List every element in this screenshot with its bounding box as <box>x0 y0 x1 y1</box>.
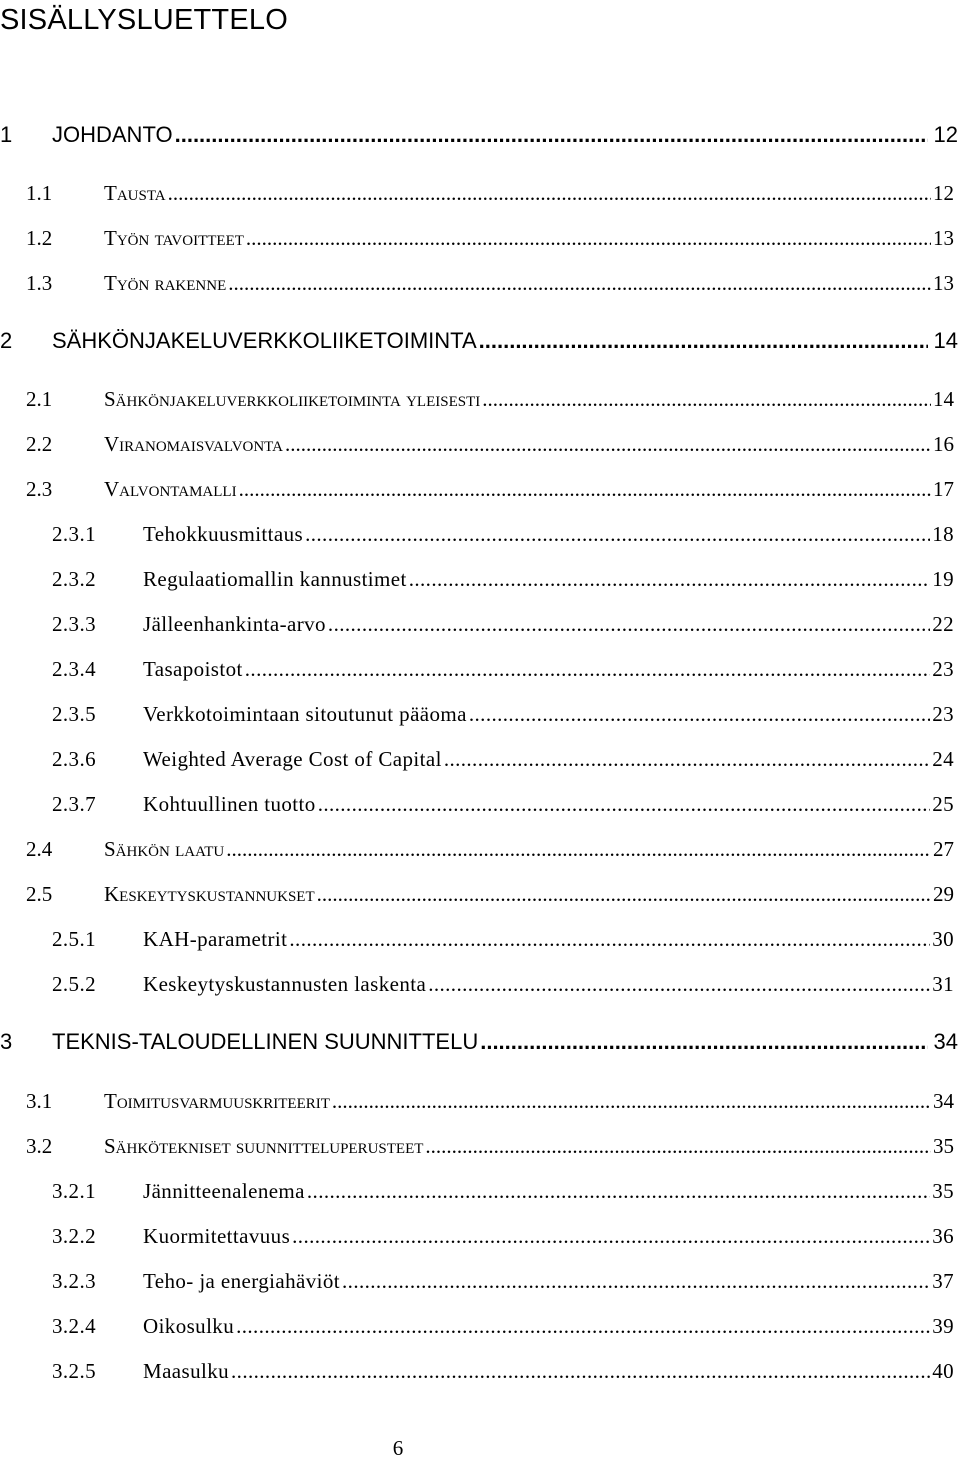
toc-entry-page: 39 <box>932 1314 954 1338</box>
toc-entry-label: Jälleenhankinta-arvo <box>143 612 326 636</box>
toc-entry-number: 2.3.2 <box>52 567 96 591</box>
toc-entry-page: 24 <box>932 747 954 771</box>
toc-dot-leader <box>482 383 931 415</box>
toc-dot-leader <box>292 1220 930 1252</box>
toc-entry[interactable] <box>26 428 954 460</box>
toc-dot-leader <box>332 1085 931 1117</box>
toc-entry[interactable] <box>52 563 954 595</box>
toc-dot-leader <box>342 1265 930 1297</box>
toc-entry[interactable] <box>52 1310 954 1342</box>
toc-entry[interactable] <box>52 788 954 820</box>
toc-entry-page: 13 <box>933 271 954 295</box>
toc-entry-number: 3.2 <box>26 1134 53 1158</box>
toc-entry-number: 2.3.3 <box>52 612 96 636</box>
page-title: SISÄLLYSLUETTELO <box>0 4 288 36</box>
page-number: 6 <box>392 1436 404 1460</box>
toc-dot-leader <box>317 878 931 910</box>
toc-entry-page: 19 <box>932 567 954 591</box>
toc-dot-leader <box>228 267 931 299</box>
toc-entry-page: 34 <box>933 1089 954 1113</box>
toc-entry-number: 3.2.2 <box>52 1224 96 1248</box>
toc-entry-label: Työn tavoitteet <box>104 226 244 250</box>
toc-dot-leader <box>480 1026 927 1058</box>
toc-entry-number: 2.3.5 <box>52 702 96 726</box>
toc-entry-page: 40 <box>932 1359 954 1383</box>
toc-entry[interactable] <box>26 473 954 505</box>
toc-entry-label: Jännitteenalenema <box>143 1179 305 1203</box>
toc-entry[interactable] <box>52 743 954 775</box>
toc-entry-page: 23 <box>932 657 954 681</box>
toc-entry-number: 1.1 <box>26 181 53 205</box>
toc-entry-page: 23 <box>932 702 954 726</box>
toc-entry-page: 29 <box>933 882 954 906</box>
toc-dot-leader <box>231 1355 930 1387</box>
toc-entry[interactable] <box>52 1220 954 1252</box>
toc-entry-label: Tasapoistot <box>143 657 243 681</box>
toc-entry-label: Regulaatiomallin kannustimet <box>143 567 407 591</box>
toc-entry[interactable] <box>26 267 954 299</box>
toc-entry-number: 2.3.4 <box>52 657 96 681</box>
toc-entry-number: 1.3 <box>26 271 53 295</box>
toc-entry[interactable] <box>52 608 954 640</box>
toc-entry-label: Verkkotoimintaan sitoutunut pääoma <box>143 702 467 726</box>
toc-entry-page: 36 <box>932 1224 954 1248</box>
toc-entry-label: Tausta <box>104 181 166 205</box>
toc-entry-label: Sähkönjakeluverkkoliiketoiminta yleisesti <box>104 387 481 411</box>
toc-dot-leader <box>305 518 930 550</box>
toc-entry-page: 35 <box>933 1134 954 1158</box>
toc-dot-leader <box>239 473 931 505</box>
toc-entry-number: 3 <box>0 1029 13 1054</box>
toc-entry-page: 12 <box>933 122 958 147</box>
toc-entry-label: Kuormitettavuus <box>143 1224 291 1248</box>
toc-entry[interactable] <box>52 1355 954 1387</box>
toc-entry-number: 1 <box>0 122 13 147</box>
toc-entry-number: 2.5.2 <box>52 972 96 996</box>
toc-entry-page: 14 <box>933 387 954 411</box>
toc-entry-number: 2.2 <box>26 432 53 456</box>
toc-entry[interactable] <box>26 383 954 415</box>
toc-entry[interactable] <box>26 1130 954 1162</box>
toc-entry-number: 1.2 <box>26 226 53 250</box>
toc-entry-page: 25 <box>932 792 954 816</box>
toc-entry-number: 3.1 <box>26 1089 53 1113</box>
toc-entry-page: 35 <box>932 1179 954 1203</box>
toc-entry-label: Viranomaisvalvonta <box>104 432 283 456</box>
toc-dot-leader <box>409 563 930 595</box>
toc-entry-label: Maasulku <box>143 1359 230 1383</box>
toc-entry-page: 17 <box>933 477 954 501</box>
toc-dot-leader <box>226 833 931 865</box>
toc-entry-number: 2.1 <box>26 387 53 411</box>
toc-dot-leader <box>236 1310 930 1342</box>
toc-dot-leader <box>289 923 930 955</box>
toc-entry[interactable] <box>52 1175 954 1207</box>
toc-entry-page: 31 <box>932 972 954 996</box>
toc-entry-label: TEKNIS-TALOUDELLINEN SUUNNITTELU <box>52 1029 479 1054</box>
toc-dot-leader <box>469 698 930 730</box>
toc-entry-number: 3.2.5 <box>52 1359 96 1383</box>
toc-entry-label: Työn rakenne <box>104 271 227 295</box>
toc-entry-label: Kohtuullinen tuotto <box>143 792 316 816</box>
toc-dot-leader <box>328 608 930 640</box>
toc-entry[interactable] <box>52 653 954 685</box>
toc-entry-page: 14 <box>933 328 958 353</box>
toc-entry[interactable] <box>52 923 954 955</box>
toc-entry-label: Teho- ja energiahäviöt <box>143 1269 341 1293</box>
toc-dot-leader <box>246 222 931 254</box>
toc-entry-number: 3.2.1 <box>52 1179 96 1203</box>
toc-entry-page: 30 <box>932 927 954 951</box>
toc-entry-label: SÄHKÖNJAKELUVERKKOLIIKETOIMINTA <box>52 328 477 353</box>
toc-dot-leader <box>175 119 928 151</box>
toc-entry-number: 2.5.1 <box>52 927 96 951</box>
toc-entry-page: 37 <box>932 1269 954 1293</box>
toc-entry[interactable] <box>26 177 954 209</box>
toc-dot-leader <box>285 428 931 460</box>
toc-entry-page: 16 <box>933 432 954 456</box>
toc-entry-label: Tehokkuusmittaus <box>143 522 304 546</box>
toc-entry-number: 2.4 <box>26 837 53 861</box>
toc-dot-leader <box>245 653 930 685</box>
toc-dot-leader <box>425 1130 931 1162</box>
toc-entry-label: Sähkötekniset suunnitteluperusteet <box>104 1134 424 1158</box>
toc-dot-leader <box>168 177 931 209</box>
toc-entry[interactable] <box>52 698 954 730</box>
toc-entry-label: Weighted Average Cost of Capital <box>143 747 442 771</box>
toc-entry[interactable] <box>52 518 954 550</box>
toc-entry[interactable] <box>26 878 954 910</box>
toc-entry-number: 2.5 <box>26 882 53 906</box>
toc-entry-number: 2.3.1 <box>52 522 96 546</box>
toc-entry[interactable] <box>52 968 954 1000</box>
toc-entry[interactable] <box>0 325 958 357</box>
toc-dot-leader <box>428 968 930 1000</box>
toc-dot-leader <box>307 1175 930 1207</box>
toc-entry-page: 34 <box>933 1029 958 1054</box>
toc-entry-number: 3.2.4 <box>52 1314 96 1338</box>
toc-entry-number: 2 <box>0 328 13 353</box>
toc-entry[interactable] <box>0 119 958 151</box>
toc-entry[interactable] <box>26 833 954 865</box>
toc-dot-leader <box>318 788 931 820</box>
toc-entry[interactable] <box>0 1026 958 1058</box>
toc-entry-label: Valvontamalli <box>104 477 237 501</box>
toc-dot-leader <box>479 325 928 357</box>
toc-entry-label: Toimitusvarmuuskriteerit <box>104 1089 330 1113</box>
toc-entry-page: 13 <box>933 226 954 250</box>
toc-entry-label: Sähkön laatu <box>104 837 225 861</box>
toc-entry-number: 3.2.3 <box>52 1269 96 1293</box>
toc-entry-label: Keskeytyskustannukset <box>104 882 315 906</box>
toc-entry-label: Keskeytyskustannusten laskenta <box>143 972 427 996</box>
toc-entry[interactable] <box>26 1085 954 1117</box>
toc-entry-page: 27 <box>933 837 954 861</box>
toc-dot-leader <box>444 743 930 775</box>
toc-entry-page: 18 <box>932 522 954 546</box>
toc-entry-page: 22 <box>932 612 954 636</box>
toc-entry-label: JOHDANTO <box>52 122 173 147</box>
toc-entry-number: 2.3 <box>26 477 53 501</box>
toc-entry-page: 12 <box>933 181 954 205</box>
toc-entry-label: Oikosulku <box>143 1314 235 1338</box>
toc-entry[interactable] <box>52 1265 954 1297</box>
toc-entry-number: 2.3.7 <box>52 792 96 816</box>
toc-entry-number: 2.3.6 <box>52 747 96 771</box>
toc-entry[interactable] <box>26 222 954 254</box>
toc-entry-label: KAH-parametrit <box>143 927 288 951</box>
